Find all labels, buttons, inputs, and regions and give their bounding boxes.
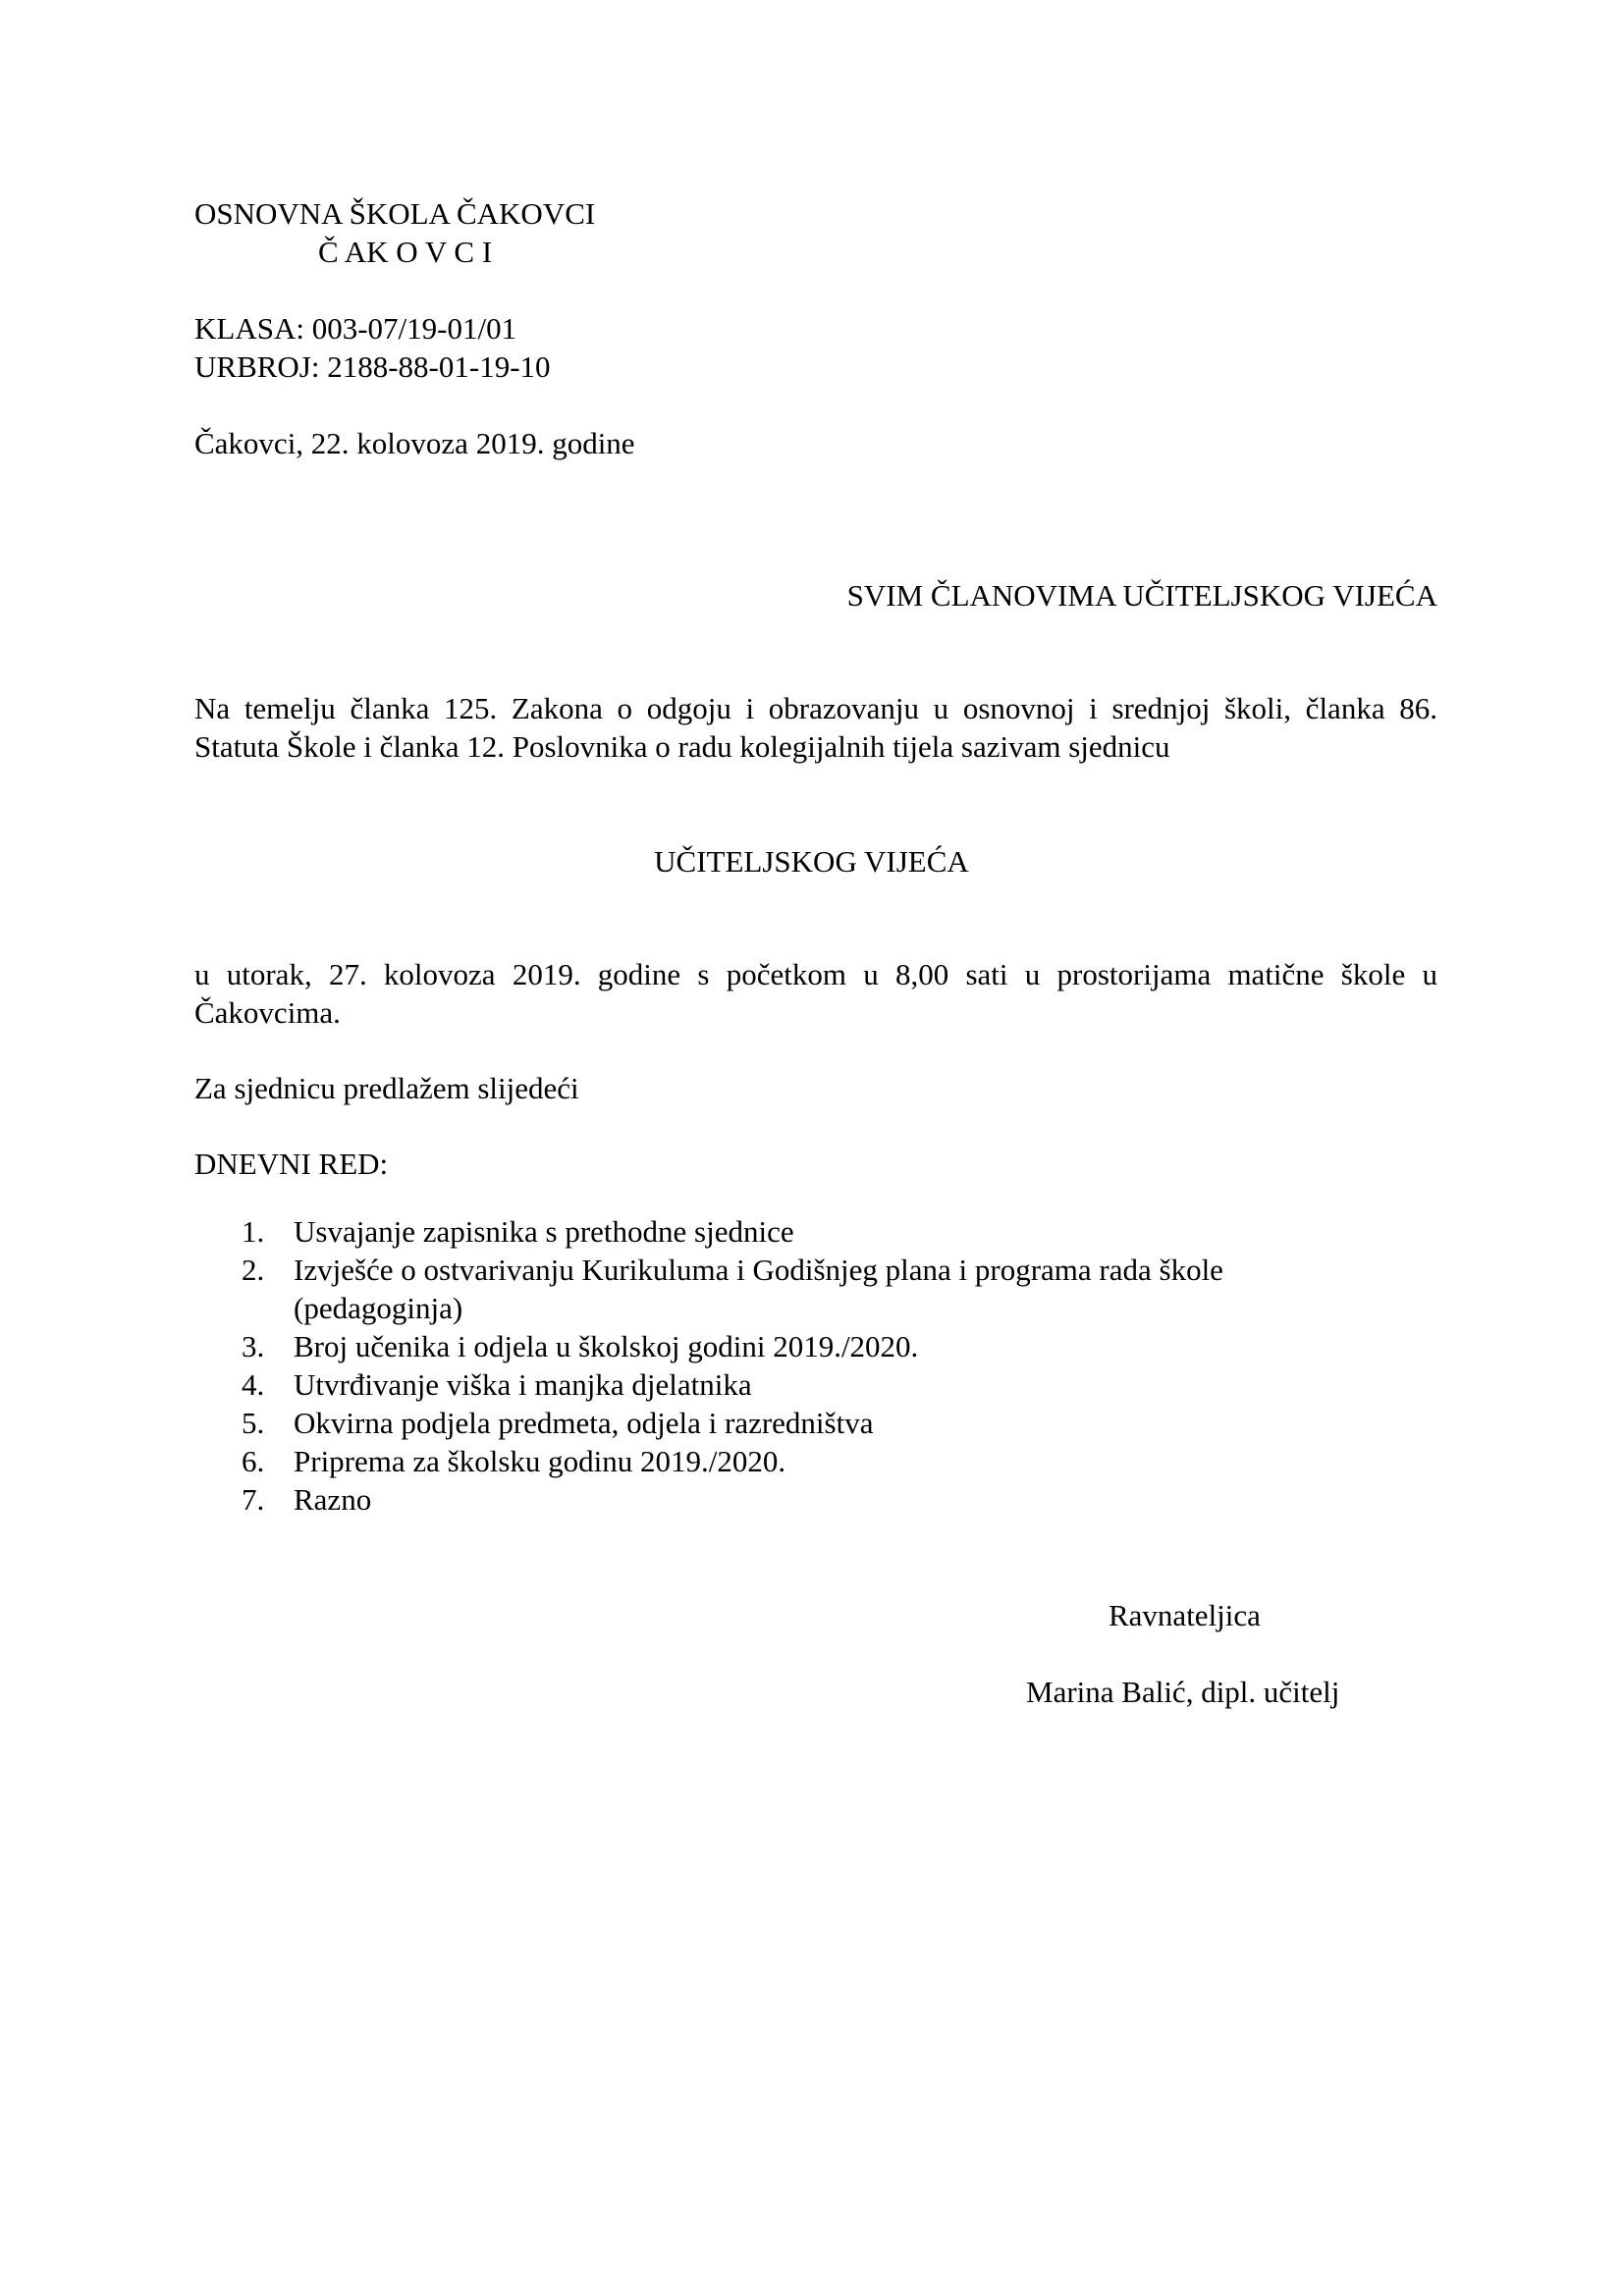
urbroj-number: URBROJ: 2188-88-01-19-10: [194, 349, 551, 384]
agenda-item-text: Utvrđivanje viška i manjka djelatnika: [294, 1367, 752, 1402]
agenda-item: [194, 1442, 1437, 1480]
signature-name: Marina Balić, dipl. učitelj: [1026, 1675, 1340, 1709]
agenda-heading: DNEVNI RED:: [194, 1147, 389, 1181]
agenda-item-number: 4.: [242, 1367, 265, 1402]
agenda-item: [194, 1212, 1437, 1251]
agenda-item-number: 1.: [242, 1214, 265, 1249]
agenda-list: [194, 1212, 1437, 1519]
agenda-item-text-continued: (pedagoginja): [294, 1291, 463, 1325]
session-details-line-2: Čakovcima.: [194, 995, 341, 1030]
agenda-item: [194, 1251, 1437, 1327]
klasa-number: KLASA: 003-07/19-01/01: [194, 311, 517, 346]
agenda-item-number: 5.: [242, 1406, 265, 1440]
intro-line-2: Statuta Škole i članka 12. Poslovnika o radu kolegijalnih tijela sazivam sjednicu: [194, 729, 1170, 764]
document-date: Čakovci, 22. kolovoza 2019. godine: [194, 426, 635, 460]
school-city: Č AK O V C I: [318, 235, 493, 269]
agenda-item-text: Izvješće o ostvarivanju Kurikuluma i Godišnjeg plana i programa rada škole: [294, 1253, 1223, 1287]
recipient-line: SVIM ČLANOVIMA UČITELJSKOG VIJEĆA: [846, 578, 1437, 613]
agenda-item-text: Okvirna podjela predmeta, odjela i razredništva: [294, 1406, 874, 1440]
agenda-item-text: Priprema za školsku godinu 2019./2020.: [294, 1444, 786, 1478]
agenda-item-text: Razno: [294, 1482, 372, 1517]
session-title: UČITELJSKOG VIJEĆA: [654, 844, 969, 879]
agenda-item-number: 2.: [242, 1253, 265, 1287]
school-name: OSNOVNA ŠKOLA ČAKOVCI: [194, 196, 596, 231]
signature-role: Ravnateljica: [1109, 1598, 1261, 1632]
agenda-item: [194, 1327, 1437, 1365]
intro-line-1: [194, 689, 1437, 727]
agenda-item-number: 3.: [242, 1329, 265, 1363]
agenda-item-text: Usvajanje zapisnika s prethodne sjednice: [294, 1214, 794, 1249]
agenda-item: [194, 1480, 1437, 1519]
session-details-line-1: [194, 955, 1437, 993]
agenda-item: [194, 1404, 1437, 1442]
intro-line-1-text: Na temelju članka 125. Zakona o odgoju i obrazovanju u osnovnoj i srednjoj školi, članka 86.: [194, 691, 1437, 725]
proposal-text: Za sjednicu predlažem slijedeći: [194, 1071, 579, 1105]
agenda-item-number: 6.: [242, 1444, 265, 1478]
session-details-line-1-text: u utorak, 27. kolovoza 2019. godine s početkom u 8,00 sati u prostorijama matične škole u: [194, 957, 1437, 991]
agenda-item-number: 7.: [242, 1482, 265, 1517]
agenda-item-text: Broj učenika i odjela u školskoj godini 2019./2020.: [294, 1329, 919, 1363]
agenda-item: [194, 1365, 1437, 1404]
